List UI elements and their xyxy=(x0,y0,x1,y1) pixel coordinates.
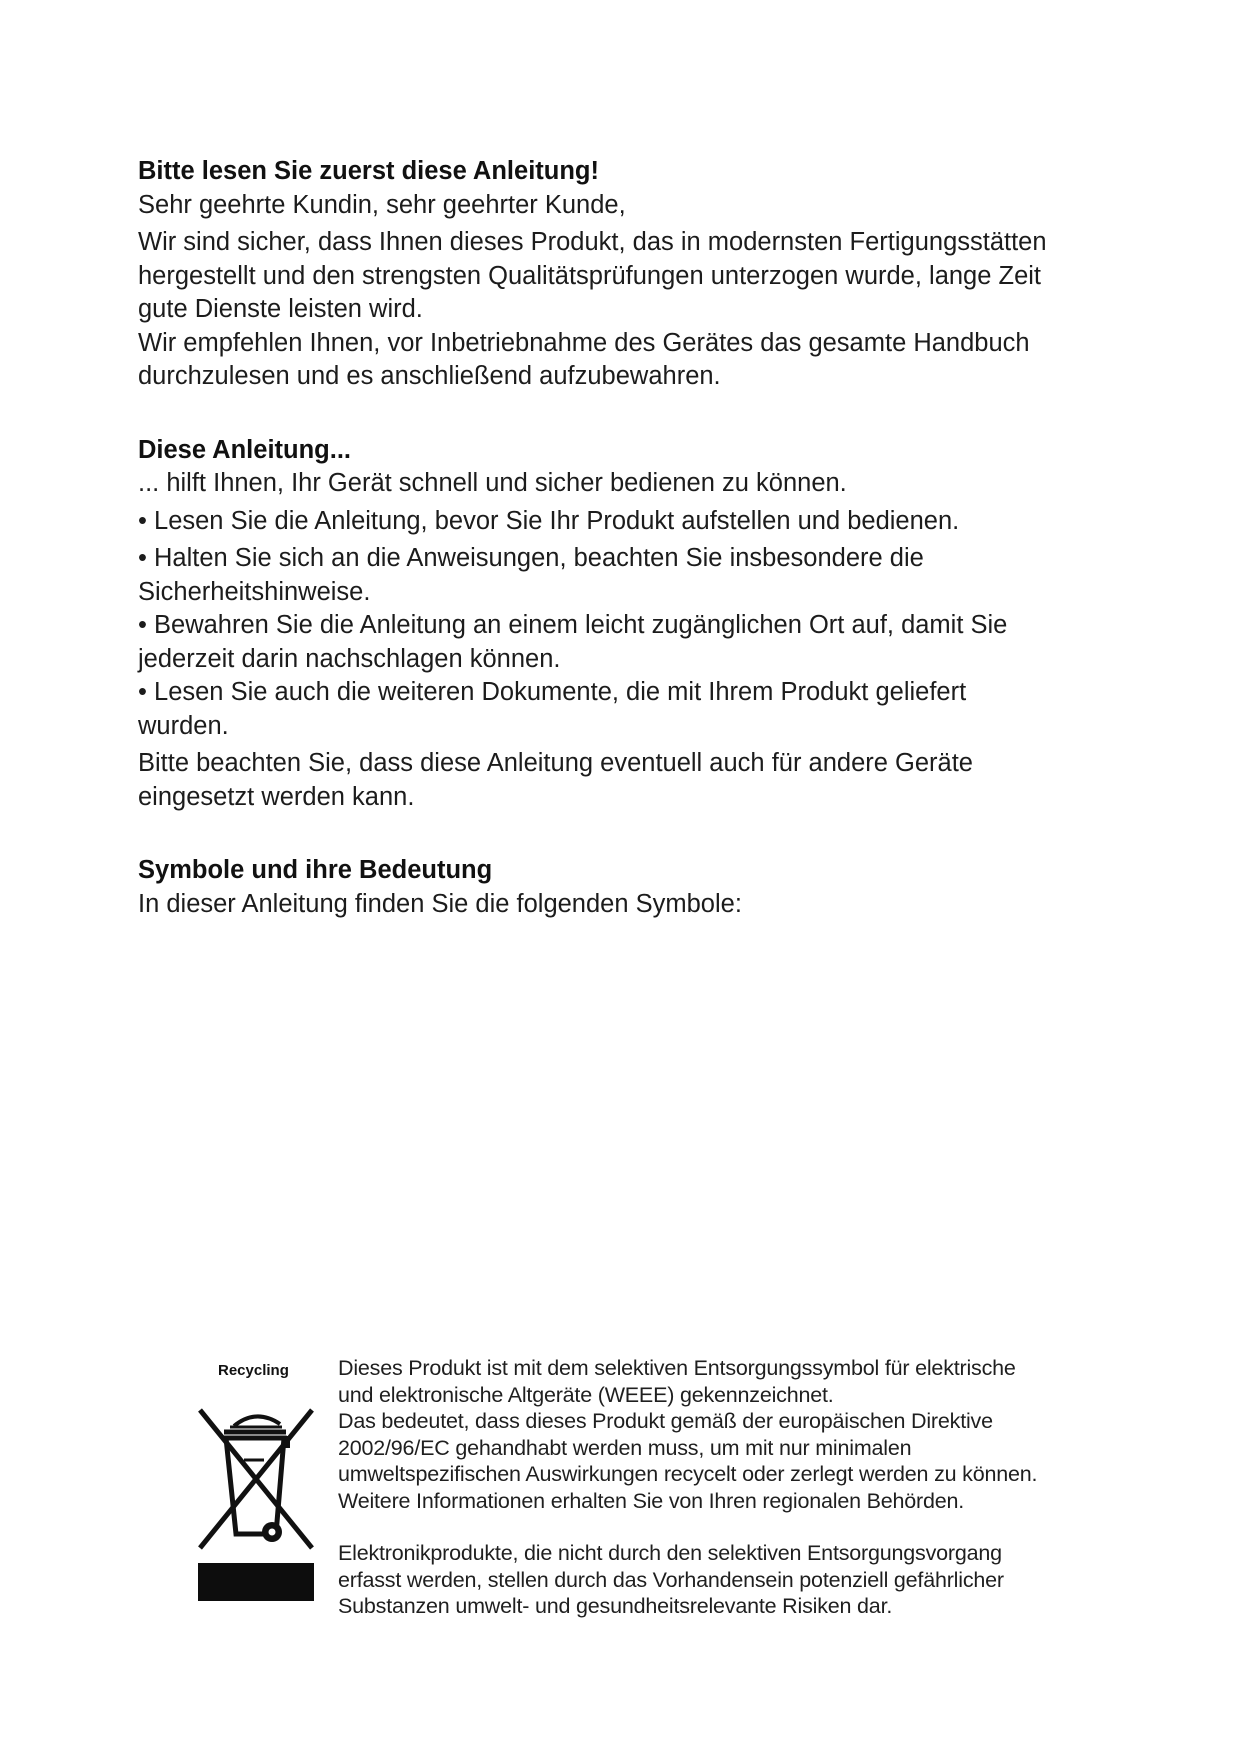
greeting: Sehr geehrte Kundin, sehr geehrter Kunde, xyxy=(138,190,626,219)
recycling-p1-line-4: 2002/96/EC gehandhabt werden muss, um mit nur minimalen xyxy=(338,1435,912,1460)
recycling-p1-line-3: Das bedeutet, dass dieses Produkt gemäß der europäischen Direktive xyxy=(338,1409,993,1433)
recycling-p1-line-6: Weitere Informationen erhalten Sie von Ihren regionalen Behörden. xyxy=(338,1488,965,1513)
recycling-label: Recycling xyxy=(218,1362,289,1379)
guide-bullet-3-line-2: jederzeit darin nachschlagen können. xyxy=(138,644,561,673)
guide-note-line-1: Bitte beachten Sie, dass diese Anleitung eventuell auch für andere Geräte xyxy=(138,749,973,777)
main-content xyxy=(138,155,1098,921)
recycling-p1-line-2: und elektronische Altgeräte (WEEE) gekennzeichnet. xyxy=(338,1382,834,1407)
guide-bullet-2-line-1: • Halten Sie sich an die Anweisungen, beachten Sie insbesondere die xyxy=(138,544,924,572)
weee-black-bar xyxy=(198,1563,314,1601)
symbols-lead: In dieser Anleitung finden Sie die folgenden Symbole: xyxy=(138,889,742,918)
guide-note-line-2: eingesetzt werden kann. xyxy=(138,782,415,811)
recycling-section xyxy=(196,1355,1096,1618)
intro-paragraph-2-line-2: durchzulesen und es anschließend aufzubewahren. xyxy=(138,362,721,390)
recycling-p2-line-1: Elektronikprodukte, die nicht durch den selektiven Entsorgungsvorgang xyxy=(338,1541,1002,1565)
recycling-p1-line-5: umweltspezifischen Auswirkungen recycelt oder zerlegt werden zu können. xyxy=(338,1462,1038,1486)
intro-heading: Bitte lesen Sie zuerst diese Anleitung! xyxy=(138,157,599,185)
symbols-heading: Symbole und ihre Bedeutung xyxy=(138,856,493,884)
guide-bullet-2-line-2: Sicherheitshinweise. xyxy=(138,577,371,606)
intro-paragraph-1-line-2: hergestellt und den strengsten Qualitätsprüfungen unterzogen wurde, lange Zeit xyxy=(138,261,1042,290)
intro-paragraph-2-line-1: Wir empfehlen Ihnen, vor Inbetriebnahme des Gerätes das gesamte Handbuch xyxy=(138,328,1030,357)
guide-bullet-4-line-2: wurden. xyxy=(138,711,229,740)
intro-paragraph-1-line-1: Wir sind sicher, dass Ihnen dieses Produkt, das in modernsten Fertigungsstätten xyxy=(138,228,1047,256)
guide-lead: ... hilft Ihnen, Ihr Gerät schnell und sicher bedienen zu können. xyxy=(138,469,847,497)
guide-bullet-3-line-1: • Bewahren Sie die Anleitung an einem leicht zugänglichen Ort auf, damit Sie xyxy=(138,611,1008,639)
recycling-p2-line-3: Substanzen umwelt- und gesundheitsrelevante Risiken dar. xyxy=(338,1594,893,1618)
crossed-out-wheelie-bin-icon xyxy=(196,1402,316,1552)
intro-paragraph-1-line-3: gute Dienste leisten wird. xyxy=(138,295,423,323)
recycling-p1-line-1: Dieses Produkt ist mit dem selektiven Entsorgungssymbol für elektrische xyxy=(338,1356,1016,1380)
recycling-p2-line-2: erfasst werden, stellen durch das Vorhandensein potenziell gefährlicher xyxy=(338,1567,1004,1592)
guide-bullet-1: • Lesen Sie die Anleitung, bevor Sie Ihr Produkt aufstellen und bedienen. xyxy=(138,506,960,535)
guide-bullet-4-line-1: • Lesen Sie auch die weiteren Dokumente, die mit Ihrem Produkt geliefert xyxy=(138,678,967,706)
guide-heading: Diese Anleitung... xyxy=(138,435,352,464)
recycling-text xyxy=(338,1355,1098,1620)
